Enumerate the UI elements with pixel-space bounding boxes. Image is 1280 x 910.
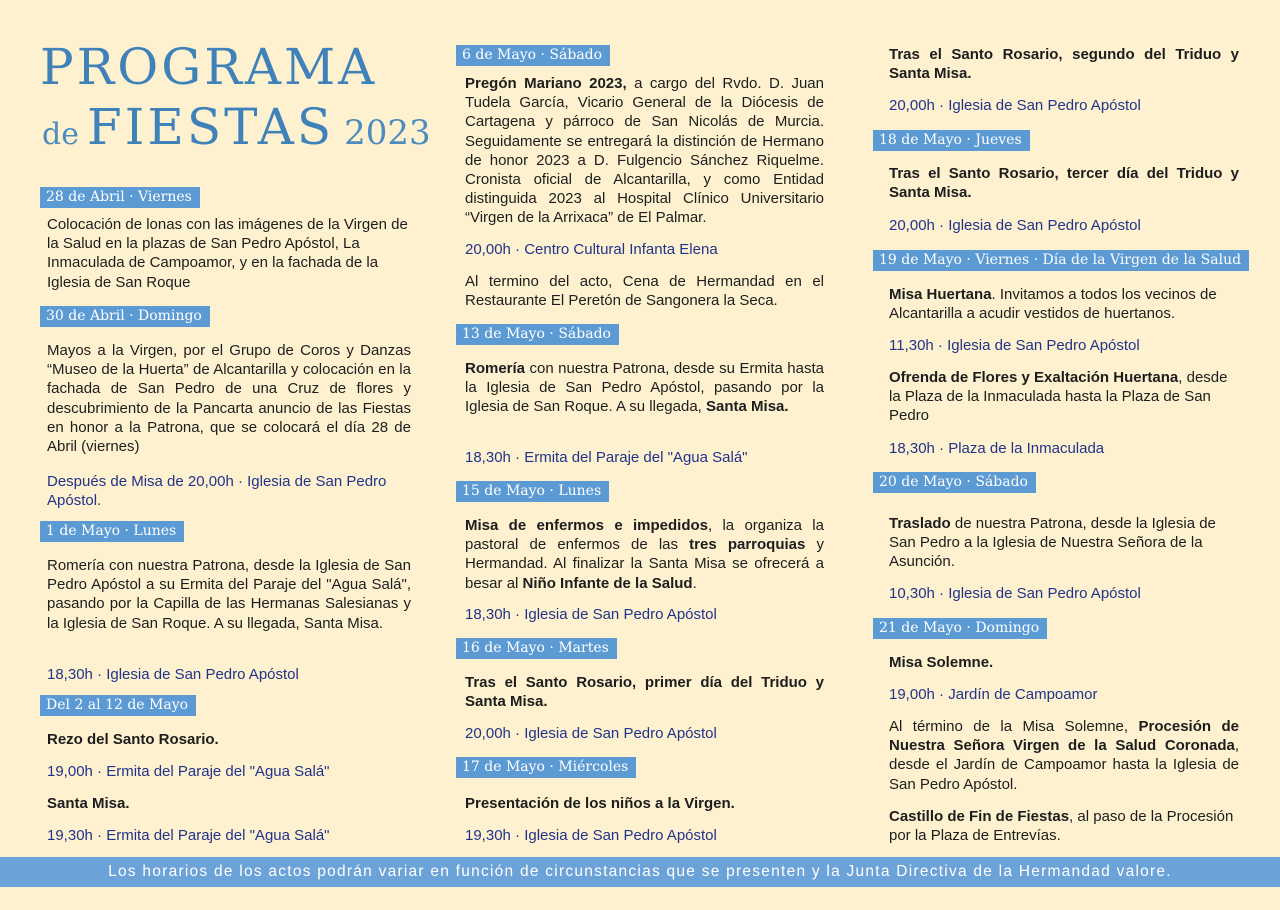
event-description <box>889 717 1239 794</box>
event-description: Mayos a la Virgen, por el Grupo de Coros y Danzas “Museo de la Huerta” de Alcantarilla y colocación en la fachada de San Pedro de una Cruz de flores y descubrimiento de la Pancarta anuncio de las Fiestas en honor a la Patrona, que se colocará el día 28 de Abril (viernes) <box>47 342 411 456</box>
event-location: 19,30h · Ermita del Paraje del "Agua Salá" <box>47 827 330 844</box>
event-location: 18,30h · Ermita del Paraje del "Agua Salá" <box>465 449 748 466</box>
event-highlight: Pregón Mariano 2023, <box>465 75 627 92</box>
program-title <box>40 38 430 171</box>
event-description: Tras el Santo Rosario, tercer día del Triduo y Santa Misa. <box>889 165 1239 202</box>
footer-disclaimer: Los horarios de los actos podrán variar en función de circunstancias que se presenten y la Junta Directiva de la Hermandad valore. <box>0 857 1280 887</box>
event-location: 19,00h · Jardín de Campoamor <box>889 686 1098 703</box>
event-location: 10,30h · Iglesia de San Pedro Apóstol <box>889 585 1141 602</box>
event-description <box>889 807 1239 845</box>
event-text: , la organiza la pastoral de enfermos de las <box>465 517 824 554</box>
event-highlight: Romería <box>465 360 526 377</box>
event-text: , desde la Plaza de la Inmaculada hasta la Plaza de San Pedro <box>889 369 1228 425</box>
event-location: Después de Misa de 20,00h · Iglesia de San Pedro Apóstol. <box>47 473 387 510</box>
event-highlight: Niño Infante de la Salud <box>522 574 693 592</box>
date-badge: 6 de Mayo · Sábado <box>456 45 610 66</box>
event-description <box>889 514 1239 572</box>
event-description: Tras el Santo Rosario, segundo del Triduo y Santa Misa. <box>889 46 1239 83</box>
date-badge: 30 de Abril · Domingo <box>40 306 210 327</box>
title-programa: PROGRAMA <box>40 38 378 96</box>
date-badge: 28 de Abril · Viernes <box>40 187 200 208</box>
event-location: 18,30h · Iglesia de San Pedro Apóstol <box>47 666 299 683</box>
event-text: . Invitamos a todos los vecinos de Alcantarilla a acudir vestidos de huertanos. <box>889 286 1217 323</box>
event-text: . <box>692 574 697 592</box>
event-text: Al término de la Misa Solemne, <box>889 718 1139 735</box>
event-location: 20,00h · Centro Cultural Infanta Elena <box>465 241 718 258</box>
event-description <box>889 285 1239 323</box>
event-highlight: Castillo de Fin de Fiestas <box>889 808 1070 825</box>
title-de: de <box>42 117 79 152</box>
event-text: con nuestra Patrona, desde su Ermita hasta la Iglesia de San Pedro Apóstol, pasando por la Iglesia de San Roque. A su llegada, <box>465 360 824 416</box>
title-fiestas: FIESTAS <box>86 98 335 156</box>
event-highlight: Misa de enfermos e impedidos <box>465 517 708 534</box>
event-description <box>889 368 1239 426</box>
event-location: 11,30h · Iglesia de San Pedro Apóstol <box>889 337 1140 354</box>
event-description <box>465 74 824 228</box>
event-description: Colocación de lonas con las imágenes de la Virgen de la Salud en la plazas de San Pedro Apóstol, La Inmaculada de Campoamor, y en la fachada de la Iglesia de San Roque <box>47 216 408 291</box>
event-description <box>465 516 824 593</box>
date-badge: 19 de Mayo · Viernes · Día de la Virgen de la Salud <box>873 250 1249 271</box>
event-location: 20,00h · Iglesia de San Pedro Apóstol <box>465 725 717 742</box>
event-description: Presentación de los niños a la Virgen. <box>465 795 735 812</box>
date-badge: 21 de Mayo · Domingo <box>873 618 1047 639</box>
event-description: Santa Misa. <box>47 795 130 812</box>
title-second-line <box>40 96 430 171</box>
event-location: 19,30h · Iglesia de San Pedro Apóstol <box>465 827 717 844</box>
date-badge: 13 de Mayo · Sábado <box>456 324 619 345</box>
event-location: 20,00h · Iglesia de San Pedro Apóstol <box>889 217 1141 234</box>
event-location: 20,00h · Iglesia de San Pedro Apóstol <box>889 97 1141 114</box>
event-text: a cargo del Rvdo. D. Juan Tudela García, Vicario General de la Diócesis de Cartagena y párroco de San Nicolás de Murcia. Seguidamente se entregará la distinción de Hermano de honor 2023 a D. Fulgencio Sánchez Riquelme. Cronista oficial de Alcantarilla, y como Entidad distinguida 2023 al Hospital Clínico Universitario “Virgen de la Arrixaca” de El Palmar. <box>465 75 824 227</box>
event-location: 18,30h · Plaza de la Inmaculada <box>889 440 1105 457</box>
event-highlight: Misa Huertana <box>889 286 992 303</box>
date-badge: 20 de Mayo · Sábado <box>873 472 1036 493</box>
event-text: , desde el Jardín de Campoamor hasta la Iglesia de San Pedro Apóstol. <box>889 737 1239 793</box>
event-description: Al termino del acto, Cena de Hermandad en el Restaurante El Peretón de Sangonera la Seca. <box>465 273 824 310</box>
date-badge: 16 de Mayo · Martes <box>456 638 617 659</box>
date-badge: 18 de Mayo · Jueves <box>873 130 1030 151</box>
event-description: Romería con nuestra Patrona, desde la Iglesia de San Pedro Apóstol a su Ermita del Paraje del "Agua Salá", pasando por la Capilla de las Hermanas Salesianas y la Iglesia de San Roque. A su llegada, Santa Misa. <box>47 557 411 632</box>
event-description <box>465 359 824 417</box>
event-highlight: Santa Misa. <box>706 398 789 416</box>
event-highlight: Traslado <box>889 515 951 532</box>
event-highlight: Ofrenda de Flores y Exaltación Huertana <box>889 369 1179 386</box>
event-description: Misa Solemne. <box>889 654 994 671</box>
event-text: de nuestra Patrona, desde la Iglesia de San Pedro a la Iglesia de Nuestra Señora de la Asunción. <box>889 515 1216 571</box>
date-badge: Del 2 al 12 de Mayo <box>40 695 196 716</box>
date-badge: 1 de Mayo · Lunes <box>40 521 184 542</box>
event-description: Rezo del Santo Rosario. <box>47 731 219 748</box>
event-text: y Hermandad. Al finalizar la Santa Misa se ofrecerá a besar al <box>465 536 824 592</box>
event-description: Tras el Santo Rosario, primer día del Triduo y Santa Misa. <box>465 674 824 711</box>
title-year: 2023 <box>344 113 431 153</box>
event-location: 19,00h · Ermita del Paraje del "Agua Salá" <box>47 763 330 780</box>
event-text: , al paso de la Procesión por la Plaza de Entrevías. <box>889 808 1234 845</box>
event-highlight: tres parroquias <box>689 536 806 554</box>
event-highlight: Procesión de Nuestra Señora Virgen de la Salud Coronada <box>889 718 1239 755</box>
date-badge: 17 de Mayo · Miércoles <box>456 757 636 778</box>
event-location: 18,30h · Iglesia de San Pedro Apóstol <box>465 606 717 623</box>
date-badge: 15 de Mayo · Lunes <box>456 481 609 502</box>
